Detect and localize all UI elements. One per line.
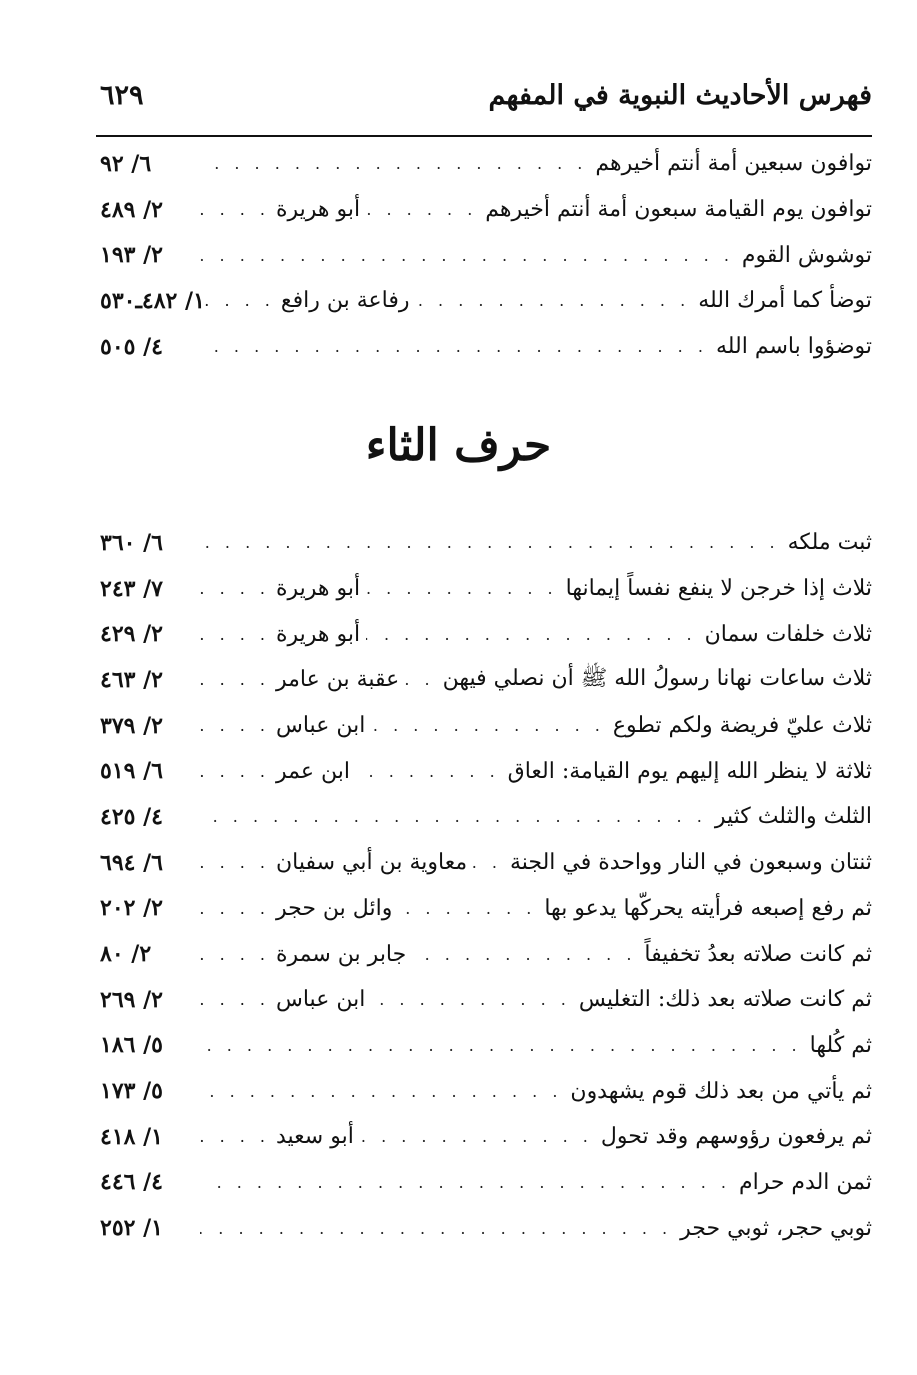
hadith-text: ثوبي حجر، ثوبي حجر	[680, 1215, 872, 1241]
leader-dots	[200, 246, 736, 265]
hadith-text: توضأ كما أمرك الله	[698, 288, 872, 314]
hadith-text: الثلث والثلث كثير	[714, 804, 872, 830]
volume-page-reference: ٦/ ٣٦٠	[100, 529, 163, 556]
index-entry	[100, 278, 872, 324]
section-heading: حرف الثاء	[365, 420, 552, 471]
leader-dots	[356, 762, 502, 781]
leader-dots	[366, 625, 698, 644]
index-entry	[100, 520, 872, 566]
index-entry	[100, 748, 872, 794]
index-entry	[100, 840, 872, 886]
hadith-text: ثبت ملكه	[787, 530, 872, 556]
leader-dots	[473, 853, 504, 872]
volume-page-reference: ٥/ ١٧٣	[100, 1078, 163, 1105]
index-entry	[100, 324, 872, 370]
hadith-text: ثلاث ساعات نهانا رسولُ الله ﷺ أن نصلي فيهن	[442, 665, 872, 691]
page-number: ٦٢٩	[100, 80, 144, 111]
hadith-text: ثلاث إذا خرجن لا ينفع نفساً إيمانها	[565, 576, 872, 602]
volume-page-reference: ٢/ ٤٨٩	[100, 196, 163, 223]
narrator-name: معاوية بن أبي سفيان	[276, 850, 468, 876]
hadith-text: ثلاثة لا ينظر الله إليهم يوم القيامة: العاق	[507, 758, 872, 784]
hadith-text: توافون يوم القيامة سبعون أمة أنتم أخيرهم	[485, 197, 872, 223]
leader-dots	[366, 579, 559, 598]
index-entry	[100, 1160, 872, 1206]
leader-dots	[415, 291, 692, 310]
leader-dots	[200, 853, 270, 872]
volume-page-reference: ٢/ ٨٠	[100, 941, 152, 968]
leader-dots	[200, 154, 589, 173]
leader-dots	[200, 337, 710, 356]
leader-dots	[200, 1036, 804, 1055]
running-title: فهرس الأحاديث النبوية في المفهم	[488, 80, 872, 111]
index-entry	[100, 232, 872, 278]
index-entry	[100, 657, 872, 703]
volume-page-reference: ٦/ ٦٩٤	[100, 849, 163, 876]
header-rule	[96, 135, 872, 137]
index-entry	[100, 141, 872, 187]
leader-dots	[200, 899, 270, 918]
index-entry	[100, 703, 872, 749]
hadith-text: ثم كانت صلاته بعدُ تخفيفاً	[644, 941, 872, 967]
hadith-text: توشوش القوم	[741, 242, 872, 268]
narrator-name: ابن عمر	[276, 758, 350, 784]
hadith-text: ثم يرفعون رؤوسهم وقد تحول	[600, 1124, 872, 1150]
narrator-name: أبو سعيد	[276, 1124, 354, 1150]
volume-page-reference: ٦/ ٥١٩	[100, 758, 163, 785]
leader-dots	[200, 579, 270, 598]
hadith-text: ثمن الدم حرام	[738, 1169, 872, 1195]
narrator-name: أبو هريرة	[276, 621, 361, 647]
narrator-name: أبو هريرة	[276, 576, 361, 602]
index-entry	[100, 931, 872, 977]
volume-page-reference: ٢/ ٢٠٢	[100, 895, 163, 922]
leader-dots	[200, 1127, 270, 1146]
index-entry	[100, 611, 872, 657]
leader-dots	[200, 716, 270, 735]
page-header	[100, 72, 872, 132]
volume-page-reference: ٢/ ١٩٣	[100, 242, 163, 269]
volume-page-reference: ٤/ ٤٢٥	[100, 803, 163, 830]
volume-page-reference: ١/ ٤٨٢ـ٥٣٠	[100, 287, 205, 314]
volume-page-reference: ٢/ ٢٦٩	[100, 986, 163, 1013]
volume-page-reference: ٤/ ٤٤٦	[100, 1169, 163, 1196]
volume-page-reference: ٢/ ٤٦٣	[100, 666, 163, 693]
volume-page-reference: ٤/ ٥٠٥	[100, 333, 163, 360]
index-entry	[100, 886, 872, 932]
index-list-tha	[100, 520, 872, 1251]
leader-dots	[398, 899, 538, 918]
narrator-name: ابن عباس	[276, 713, 366, 739]
volume-page-reference: ١/ ٤١٨	[100, 1123, 163, 1150]
index-entry	[100, 187, 872, 233]
leader-dots	[405, 670, 436, 689]
hadith-text: ثم كانت صلاته بعد ذلك: التغليس	[578, 987, 872, 1013]
narrator-name: ابن عباس	[276, 987, 366, 1013]
leader-dots	[200, 533, 782, 552]
narrator-name: وائل بن حجر	[276, 895, 393, 921]
leader-dots	[200, 1082, 564, 1101]
hadith-text: ثم يأتي من بعد ذلك قوم يشهدون	[570, 1078, 872, 1104]
volume-page-reference: ٢/ ٣٧٩	[100, 712, 163, 739]
hadith-text: توافون سبعين أمة أنتم أخيرهم	[595, 151, 872, 177]
leader-dots	[200, 1173, 733, 1192]
leader-dots	[200, 762, 270, 781]
leader-dots	[366, 200, 479, 219]
hadith-text: توضؤوا باسم الله	[715, 334, 872, 360]
leader-dots	[200, 200, 270, 219]
leader-dots	[371, 990, 573, 1009]
volume-page-reference: ٧/ ٢٤٣	[100, 575, 163, 602]
volume-page-reference: ٢/ ٤٢٩	[100, 621, 163, 648]
leader-dots	[200, 945, 270, 964]
leader-dots	[200, 625, 270, 644]
narrator-name: عقبة بن عامر	[276, 667, 400, 693]
leader-dots	[200, 670, 270, 689]
leader-dots	[371, 716, 607, 735]
volume-page-reference: ٦/ ٩٢	[100, 150, 152, 177]
narrator-name: رفاعة بن رافع	[280, 288, 410, 314]
index-entry	[100, 1068, 872, 1114]
index-entry	[100, 1205, 872, 1251]
hadith-text: ثلاث خلفات سمان	[704, 621, 872, 647]
index-entry	[100, 566, 872, 612]
volume-page-reference: ٥/ ١٨٦	[100, 1032, 163, 1059]
volume-page-reference: ١/ ٢٥٢	[100, 1215, 163, 1242]
index-entry	[100, 1114, 872, 1160]
leader-dots	[360, 1127, 595, 1146]
index-entry	[100, 794, 872, 840]
narrator-name: جابر بن سمرة	[276, 941, 407, 967]
leader-dots	[200, 807, 709, 826]
leader-dots	[200, 990, 270, 1009]
hadith-text: ثنتان وسبعون في النار وواحدة في الجنة	[509, 850, 872, 876]
hadith-text: ثم رفع إصبعه فرأيته يحركّها يدعو بها	[544, 895, 872, 921]
leader-dots	[412, 945, 638, 964]
index-list-top	[100, 141, 872, 369]
leader-dots	[200, 1219, 674, 1238]
index-entry	[100, 977, 872, 1023]
leader-dots	[205, 291, 275, 310]
narrator-name: أبو هريرة	[276, 197, 361, 223]
hadith-text: ثم كُلها	[809, 1032, 872, 1058]
hadith-text: ثلاث عليّ فريضة ولكم تطوع	[612, 713, 872, 739]
index-entry	[100, 1023, 872, 1069]
